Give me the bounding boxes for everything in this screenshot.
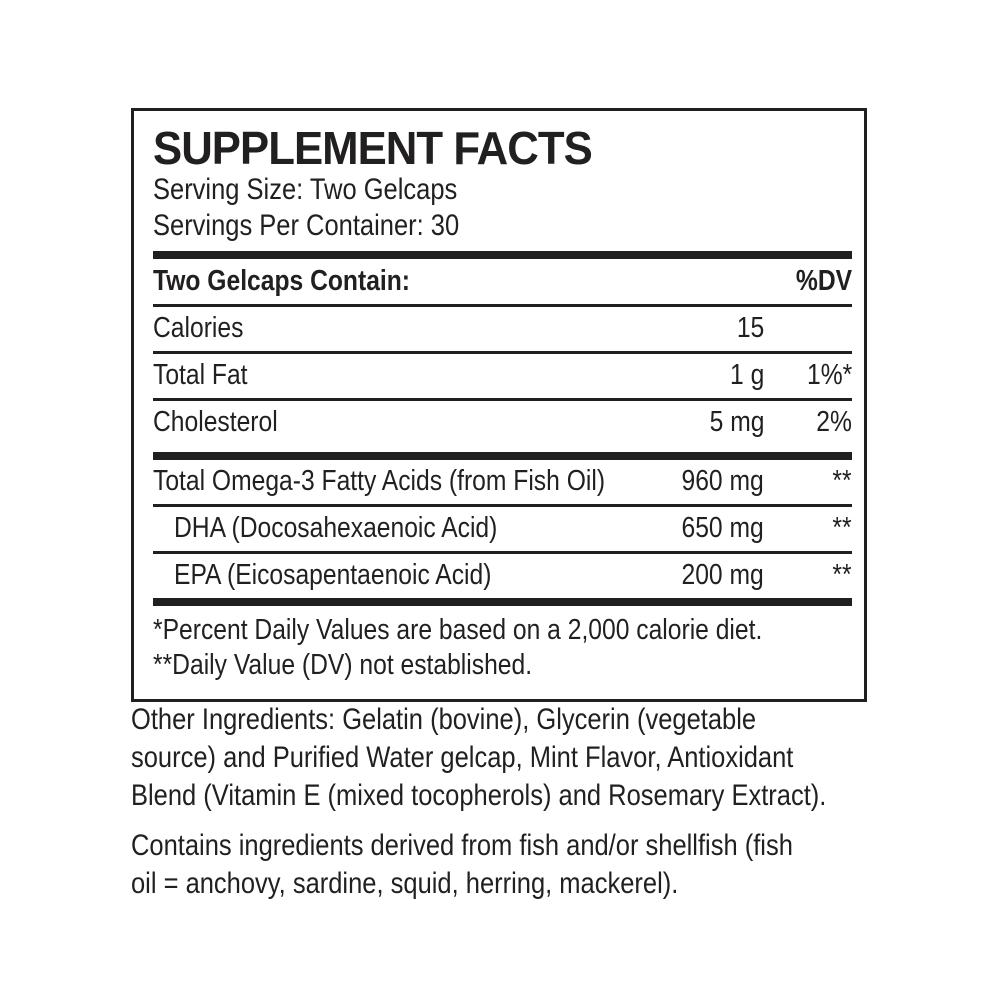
table-row [153, 304, 852, 351]
allergen-statement-paragraph [131, 827, 910, 903]
nutrient-name: Total Omega-3 Fatty Acids (from Fish Oil) [153, 465, 606, 497]
nutrient-dv: ** [832, 559, 852, 591]
table-header-row [153, 259, 852, 304]
divider-thick-top [153, 251, 852, 259]
nutrient-amount: 5 mg [709, 406, 764, 438]
nutrient-name: DHA (Docosahexaenoic Acid) [174, 512, 498, 544]
serving-size: Serving Size: Two Gelcaps [153, 173, 458, 206]
nutrient-name: EPA (Eicosapentaenoic Acid) [174, 559, 492, 591]
table-header-label: Two Gelcaps Contain: [153, 265, 411, 297]
footnotes [153, 606, 852, 683]
footnote-daily-values: *Percent Daily Values are based on a 2,000 calorie diet. [153, 614, 763, 646]
nutrient-amount: 960 mg [681, 465, 764, 497]
nutrient-name: Cholesterol [153, 406, 278, 438]
nutrient-dv: 1%* [806, 359, 852, 391]
servings-per-container: Servings Per Container: 30 [153, 209, 460, 242]
allergen-line: Contains ingredients derived from fish and/or shellfish (fish [131, 829, 793, 862]
nutrient-amount: 15 [736, 312, 764, 344]
table-row [153, 551, 852, 598]
other-ingredients-paragraph [131, 701, 949, 815]
table-row [153, 460, 852, 504]
footnote-dv-not-established: **Daily Value (DV) not established. [153, 649, 533, 681]
table-header-dv: %DV [795, 265, 852, 297]
table-row [153, 398, 852, 445]
nutrient-amount: 200 mg [681, 559, 764, 591]
other-ingredients-line: Blend (Vitamin E (mixed tocopherols) and Rosemary Extract). [131, 779, 827, 812]
nutrient-name: Total Fat [153, 359, 248, 391]
nutrient-dv: ** [832, 512, 852, 544]
divider-thick-bottom [153, 598, 852, 606]
supplement-facts-panel [131, 108, 867, 702]
nutrient-dv: 2% [816, 406, 852, 438]
table-row [153, 504, 852, 551]
nutrient-name: Calories [153, 312, 244, 344]
divider-thick-mid [153, 452, 852, 460]
other-ingredients-line: Other Ingredients: Gelatin (bovine), Glycerin (vegetable [131, 703, 757, 736]
table-row [153, 351, 852, 398]
nutrient-dv: ** [832, 465, 852, 497]
allergen-line: oil = anchovy, sardine, squid, herring, mackerel). [131, 867, 679, 900]
panel-title: SUPPLEMENT FACTS [153, 122, 592, 174]
nutrient-amount: 650 mg [681, 512, 764, 544]
other-ingredients-line: source) and Purified Water gelcap, Mint Flavor, Antioxidant [131, 741, 794, 774]
nutrient-amount: 1 g [729, 359, 764, 391]
